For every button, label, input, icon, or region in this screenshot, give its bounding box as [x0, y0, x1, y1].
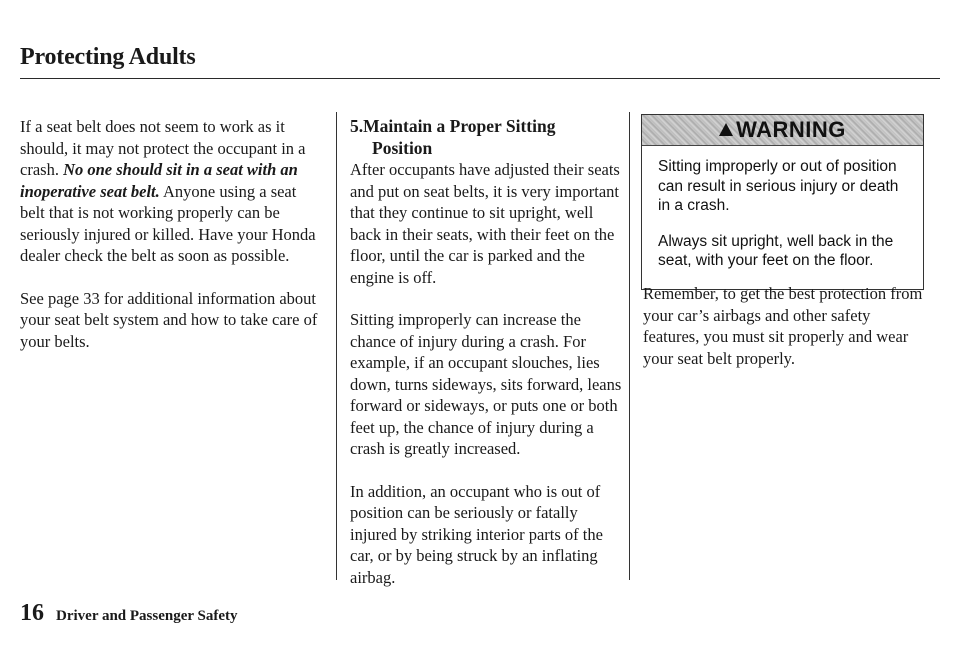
column-2-paragraph-1: After occupants have adjusted their seats and put on seat belts, it is very important that they continue to sit upright, well back in their seats, with their feet on the floor, until the car is parked and the engine is off. [350, 160, 620, 287]
section-heading: 5.Maintain a Proper Sitting Position [350, 116, 556, 158]
column-divider-right [629, 112, 630, 580]
warning-label: WARNING [736, 117, 846, 142]
warning-triangle-icon [719, 123, 733, 136]
header-rule [20, 78, 940, 79]
column-1 [20, 116, 320, 373]
page-title: Protecting Adults [20, 44, 196, 70]
warning-paragraph-2: Always sit upright, well back in the seat, with your feet on the floor. [658, 232, 894, 269]
emphasis-text: No one should sit in a seat with an inoperative seat belt. [20, 160, 298, 201]
column-divider-left [336, 112, 337, 580]
warning-header [642, 115, 923, 146]
warning-body [658, 157, 914, 287]
page-footer [20, 600, 238, 627]
column-1-paragraph-2: See page 33 for additional information about your seat belt system and how to take care of your belts. [20, 288, 318, 351]
column-3-paragraph-1: Remember, to get the best protection from your car’s airbags and other safety features, you must sit properly and wear your seat belt properly. [643, 284, 923, 368]
column-1-paragraph-1: If a seat belt does not seem to work as it should, it may not protect the occupant in a crash. No one should sit in a seat with an inoperative seat belt. Anyone using a seat belt that is not working properly can be seriously injured or killed. Have your Honda dealer check the belt as soon as possible. [20, 117, 316, 265]
column-2-paragraph-2: Sitting improperly can increase the chance of injury during a crash. For example, if an occupant slouches, lies down, turns sideways, sits forward, leans forward or sideways, or puts one or both feet up, the chance of injury during a crash is greatly increased. [350, 310, 622, 458]
column-2-paragraph-3: In addition, an occupant who is out of position can be seriously or fatally injured by striking interior parts of the car, or by being struck by an inflating airbag. [350, 481, 603, 587]
section-name: Driver and Passenger Safety [56, 608, 238, 624]
warning-box [641, 114, 924, 290]
page-number: 16 [20, 600, 44, 626]
warning-paragraph-1: Sitting improperly or out of position can result in serious injury or death in a crash. [658, 158, 899, 214]
column-2 [350, 116, 626, 609]
column-3 [643, 283, 923, 390]
